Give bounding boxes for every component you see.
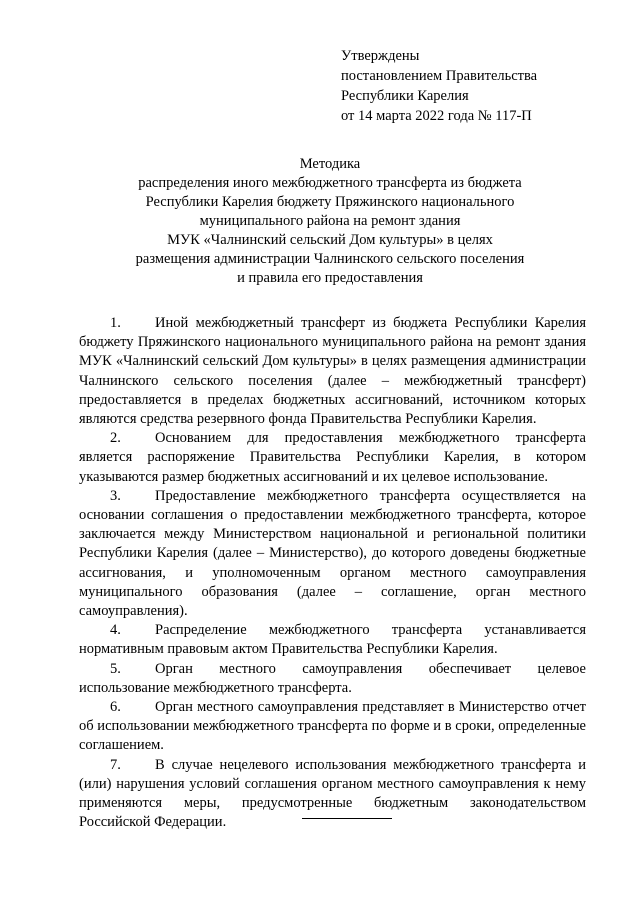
paragraph-text: Иной межбюджетный трансферт из бюджета Республики Карелия бюджету Пряжинского национального муниципального района на ремонт здания МУК «Чалнинский сельский Дом культуры» в целях размещения администрации Чалнинского сельского поселения (далее – межбюджетный трансферт) предоставляется в пределах бюджетных ассигнований, источником которых являются средства резервного фонда Правительства Республики Карелия. [79,315,586,428]
approval-stamp [341,46,537,126]
paragraph [79,429,586,487]
approval-line: Республики Карелия [341,88,469,104]
document-body [79,314,586,832]
paragraph-text: Орган местного самоуправления представляет в Министерство отчет об использовании межбюджетного трансферта по форме и в сроки, определенные соглашением. [79,699,586,754]
title-line: МУК «Чалнинский сельский Дом культуры» в целях [167,232,493,248]
approval-line: постановлением Правительства [341,68,538,84]
title-line: Методика [299,156,361,172]
paragraph-text: В случае нецелевого использования межбюджетного трансферта и (или) нарушения условий соглашения органом местного самоуправления к нему применяются меры, предусмотренные бюджетным законодательством Российской Федерации. [79,756,586,831]
paragraph-number: 5. [110,660,121,677]
document-title [80,155,580,288]
title-line: и правила его предоставления [237,270,423,286]
paragraph-number: 6. [110,699,121,716]
approval-line: от 14 марта 2022 года № 117-П [341,108,532,124]
paragraph-text: Орган местного самоуправления обеспечивает целевое использование межбюджетного трансферта. [79,660,586,696]
paragraph-number: 3. [110,487,121,504]
paragraph [79,314,586,429]
paragraph-number: 1. [110,315,121,331]
end-separator-line [302,818,392,819]
title-line: размещения администрации Чалнинского сельского поселения [135,251,525,267]
paragraph [79,621,586,659]
paragraph-text: Основанием для предоставления межбюджетного трансферта является распоряжение Правительства Республики Карелия, в котором указываются размер бюджетных ассигнований и их целевое использование. [79,430,586,485]
paragraph [79,756,586,833]
paragraph-number: 4. [110,622,121,639]
title-line: Республики Карелия бюджету Пряжинского национального [145,194,515,210]
paragraph-text: Предоставление межбюджетного трансферта осуществляется на основании соглашения о предоставлении межбюджетного трансферта, которое заключается между Министерством национальной и региональной политики Республики Карелия (далее – Министерство), до которого доведены бюджетные ассигнования, и уполномоченным органом местного самоуправления муниципального образования (далее – соглашение, орган местного самоуправления). [79,487,586,620]
paragraph [79,487,586,621]
paragraph-number: 2. [110,430,121,447]
approval-line: Утверждены [341,48,420,64]
title-line: муниципального района на ремонт здания [199,213,461,229]
title-line: распределения иного межбюджетного трансферта из бюджета [138,175,522,191]
paragraph [79,660,586,698]
paragraph-number: 7. [110,756,121,773]
paragraph-text: Распределение межбюджетного трансферта устанавливается нормативным правовым актом Правительства Республики Карелия. [79,622,586,658]
paragraph [79,698,586,756]
